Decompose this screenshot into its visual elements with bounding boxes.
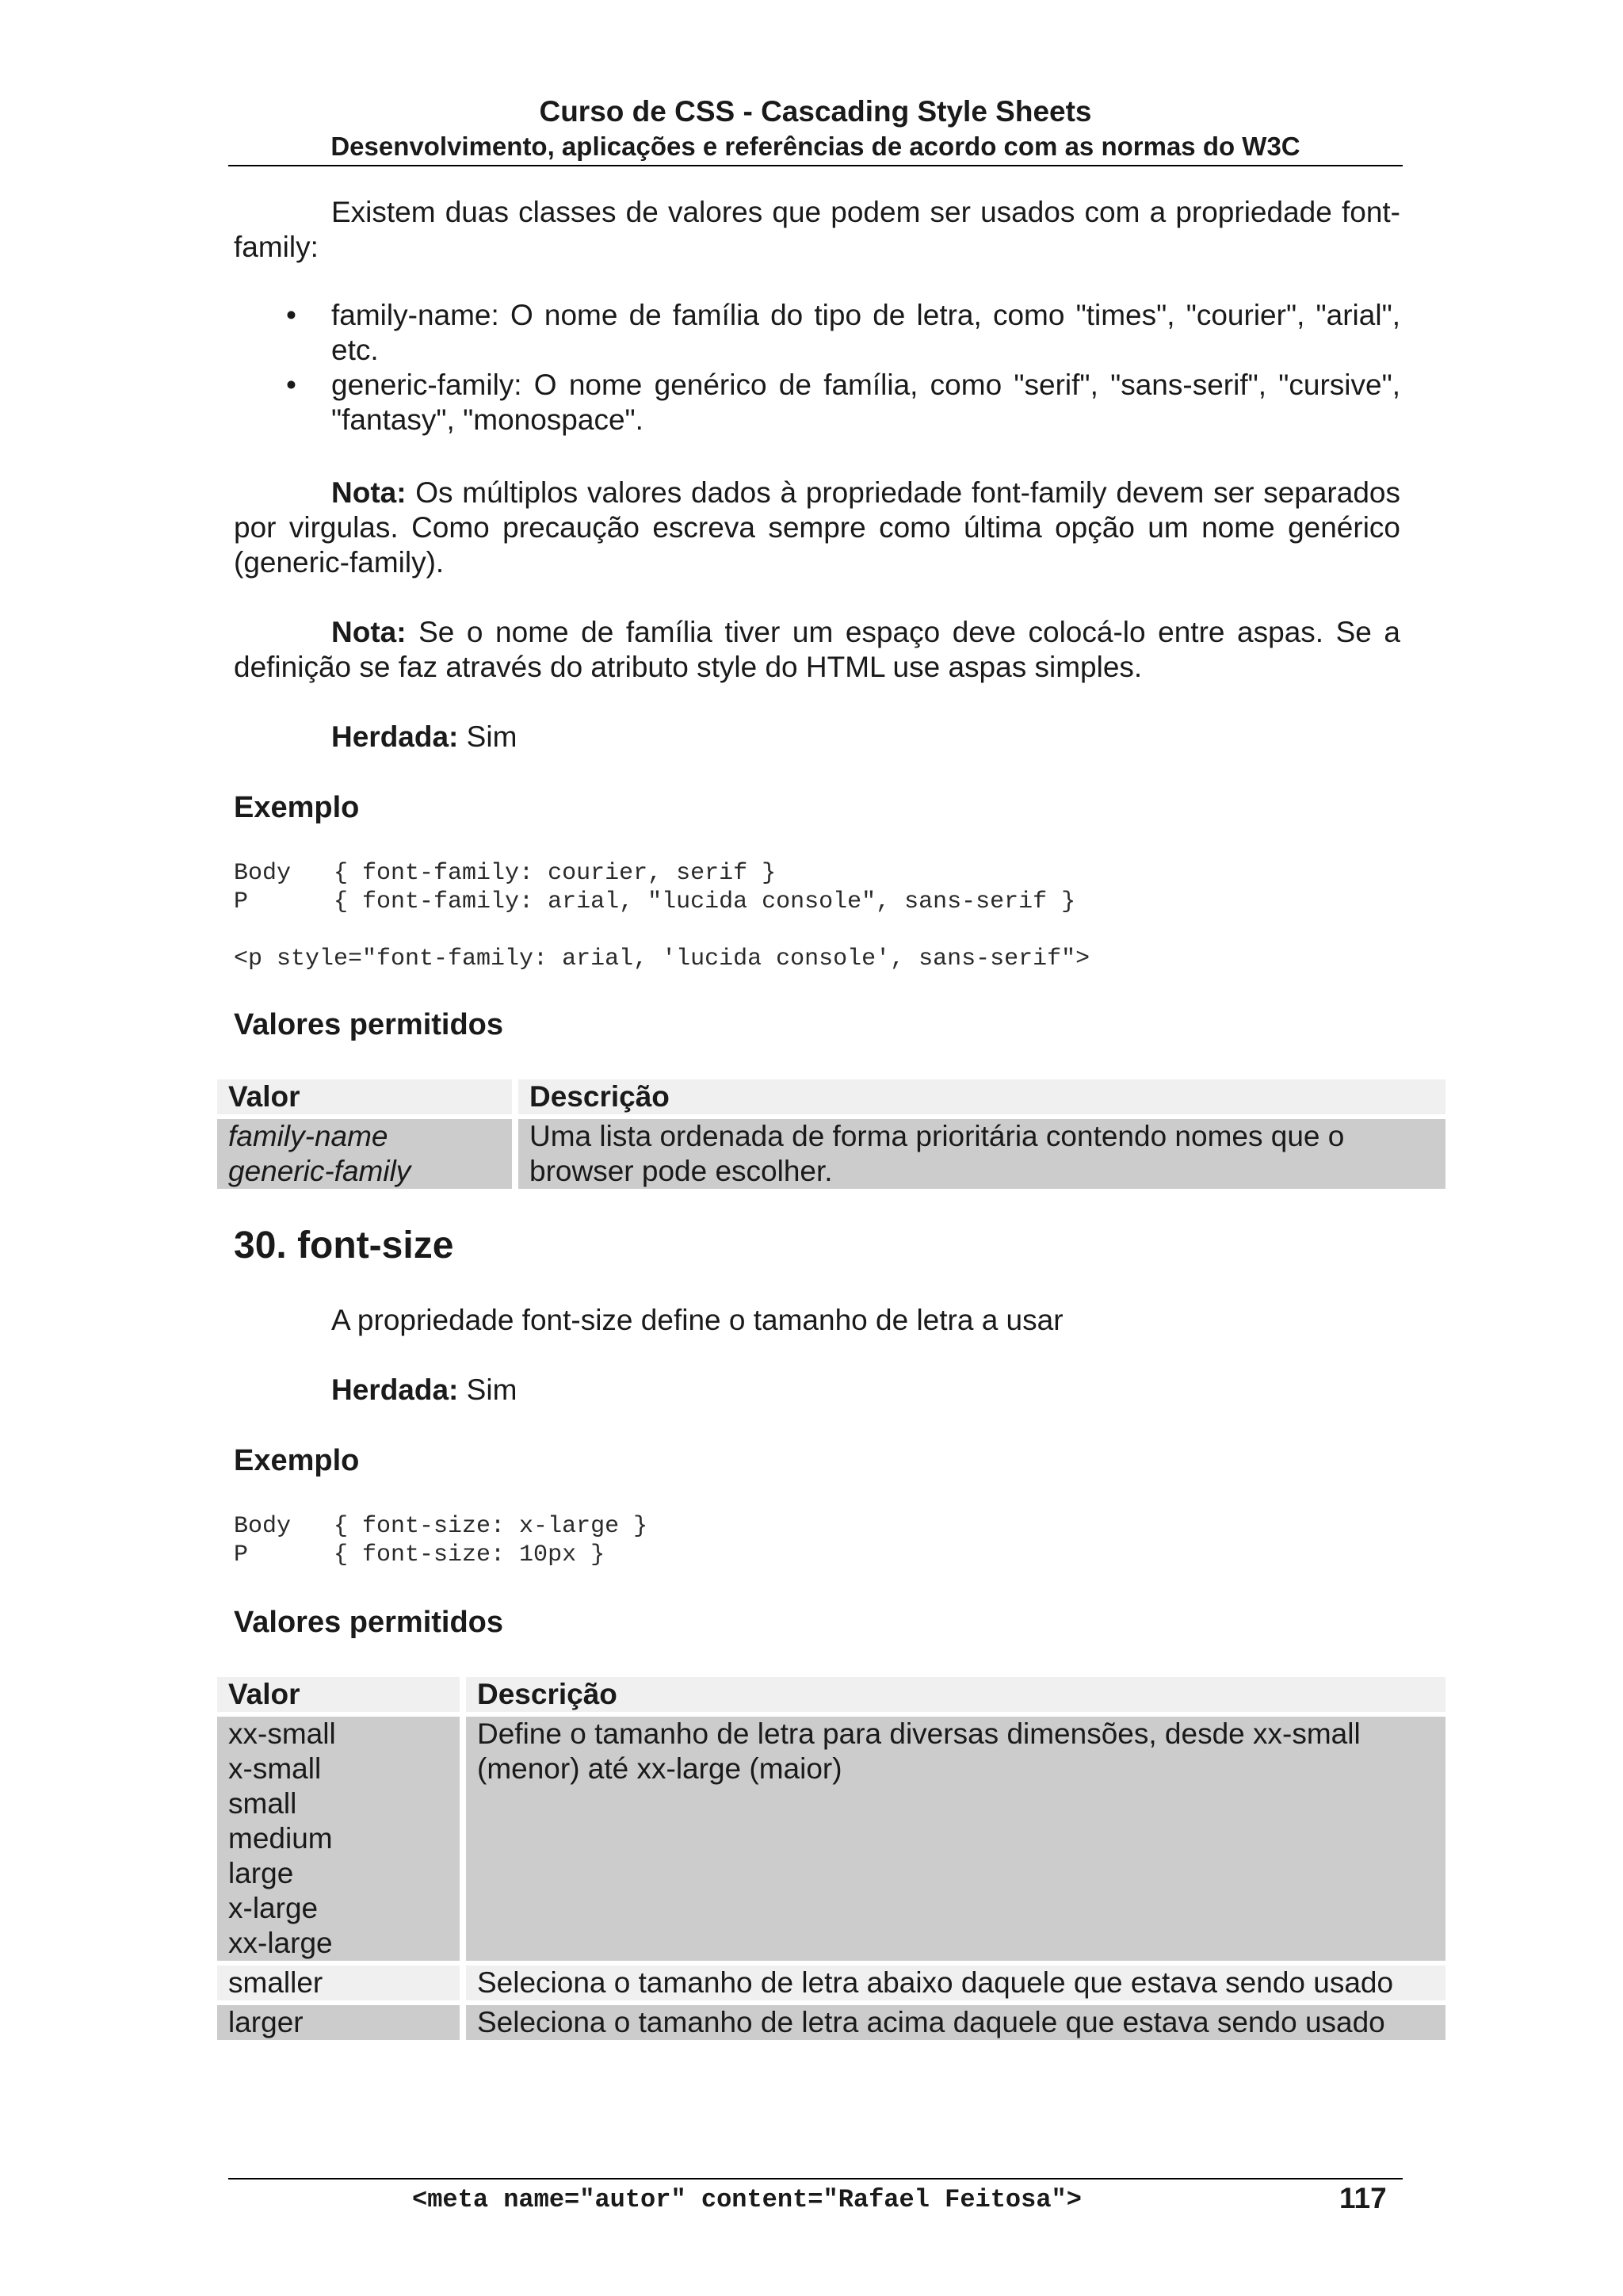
list-item bbox=[234, 368, 1400, 437]
values-table-1 bbox=[211, 1075, 1452, 1194]
inherited-value: Sim bbox=[458, 1373, 517, 1406]
inherited-value: Sim bbox=[458, 720, 517, 753]
footer-meta: <meta name="autor" content="Rafael Feitosa"> bbox=[412, 2185, 1082, 2214]
page-header bbox=[228, 94, 1403, 163]
inherited-label: Herdada: bbox=[331, 1373, 459, 1406]
header-rule bbox=[228, 165, 1403, 166]
table-row bbox=[217, 2005, 1445, 2040]
page-number: 117 bbox=[1339, 2182, 1387, 2214]
bullet-text: generic-family: O nome genérico de família, como "serif", "sans-serif", "cursive", "fantasy", "monospace". bbox=[331, 369, 1400, 436]
example-heading-2: Exemplo bbox=[234, 1444, 360, 1477]
cell-description: Uma lista ordenada de forma prioritária contendo nomes que o browser pode escolher. bbox=[518, 1119, 1445, 1189]
inherited-line-2 bbox=[234, 1373, 1400, 1408]
cell-value: smaller bbox=[217, 1966, 460, 2000]
cell-description: Seleciona o tamanho de letra abaixo daquele que estava sendo usado bbox=[466, 1966, 1445, 2000]
column-header-description: Descrição bbox=[518, 1079, 1445, 1114]
code-line: Body { font-family: courier, serif } bbox=[234, 860, 777, 887]
table-header-row bbox=[217, 1079, 1445, 1114]
list-item bbox=[234, 298, 1400, 368]
code-line: P { font-family: arial, "lucida console", sans-serif } bbox=[234, 888, 1076, 915]
allowed-values-heading-2: Valores permitidos bbox=[234, 1606, 504, 1639]
code-block-1 bbox=[234, 859, 1090, 973]
fontsize-intro: A propriedade font-size define o tamanho de letra a usar bbox=[331, 1304, 1064, 1336]
table-row bbox=[217, 1119, 1445, 1189]
code-line: <p style="font-family: arial, 'lucida console', sans-serif"> bbox=[234, 946, 1090, 972]
header-title: Curso de CSS - Cascading Style Sheets bbox=[539, 95, 1092, 128]
cell-value: family-name generic-family bbox=[217, 1119, 512, 1189]
bullet-icon: • bbox=[286, 369, 296, 401]
bullet-list bbox=[234, 298, 1400, 437]
cell-description: Define o tamanho de letra para diversas dimensões, desde xx-small (menor) até xx-large (maior) bbox=[466, 1717, 1445, 1961]
column-header-description: Descrição bbox=[466, 1677, 1445, 1712]
note-text: Se o nome de família tiver um espaço deve colocá-lo entre aspas. Se a definição se faz através do atributo style do HTML use aspas simples. bbox=[234, 616, 1400, 683]
table-row bbox=[217, 1966, 1445, 2000]
cell-value: xx-small x-small small medium large x-large xx-large bbox=[217, 1717, 460, 1961]
column-header-value: Valor bbox=[217, 1677, 460, 1712]
column-header-value: Valor bbox=[217, 1079, 512, 1114]
bullet-text: family-name: O nome de família do tipo de letra, como "times", "courier", "arial", etc. bbox=[331, 299, 1400, 366]
code-line: Body { font-size: x-large } bbox=[234, 1513, 648, 1540]
inherited-label: Herdada: bbox=[331, 720, 459, 753]
table-row bbox=[217, 1717, 1445, 1961]
note-label: Nota: bbox=[331, 616, 407, 648]
note-paragraph-2 bbox=[234, 615, 1400, 685]
note-text: Os múltiplos valores dados à propriedade font-family devem ser separados por virgulas. Como precaução escreva sempre como última opção um nome genérico (generic-family). bbox=[234, 476, 1400, 579]
bullet-icon: • bbox=[286, 299, 296, 331]
footer-rule bbox=[228, 2178, 1403, 2179]
intro-paragraph: Existem duas classes de valores que podem ser usados com a propriedade font-family: bbox=[234, 196, 1400, 263]
table-header-row bbox=[217, 1677, 1445, 1712]
code-block-2 bbox=[234, 1512, 647, 1569]
cell-description: Seleciona o tamanho de letra acima daquele que estava sendo usado bbox=[466, 2005, 1445, 2040]
note-label: Nota: bbox=[331, 476, 407, 509]
cell-value: larger bbox=[217, 2005, 460, 2040]
values-table-2 bbox=[211, 1672, 1452, 2045]
code-line bbox=[234, 916, 1090, 945]
code-line: P { font-size: 10px } bbox=[234, 1541, 605, 1568]
allowed-values-heading-1: Valores permitidos bbox=[234, 1008, 504, 1041]
header-subtitle: Desenvolvimento, aplicações e referências de acordo com as normas do W3C bbox=[330, 132, 1300, 161]
section-title: 30. font-size bbox=[234, 1224, 454, 1266]
note-paragraph-1 bbox=[234, 476, 1400, 580]
example-heading-1: Exemplo bbox=[234, 791, 360, 824]
inherited-line-1 bbox=[234, 720, 1400, 755]
